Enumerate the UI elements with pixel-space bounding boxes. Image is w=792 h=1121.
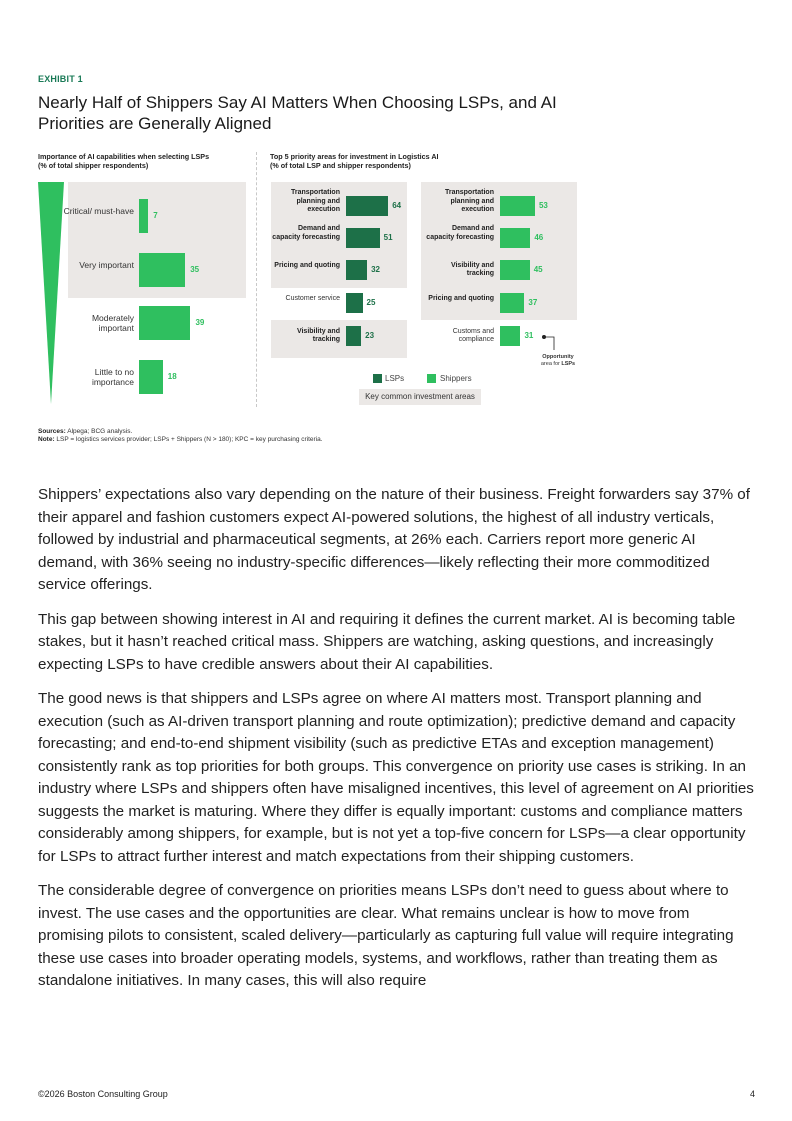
body-paragraph: Shippers’ expectations also vary depending on the nature of their business. Freight forwarders say 37% of their apparel and fashion customers expect AI-powered solutions, the highest of all industry verticals, followed by industrial and pharmaceutical segments, at 26% each. Carriers report more generic AI demand, with 36% seeing no industry-specific differences—likely reflecting their more commoditized service offerings. (38, 486, 750, 593)
callout-line (544, 337, 554, 350)
shipper-category-label-transportation-planning-and-execution: Transportation planning and execution (444, 189, 494, 213)
exhibit-notes (38, 428, 323, 444)
category-label-moderately-important: Moderately important (91, 313, 134, 333)
body-text (38, 484, 758, 1005)
shipper-category-label-visibility-and-tracking: Visibility and tracking (450, 261, 494, 277)
lsp-bar-customer-service (346, 293, 363, 313)
legend-lsps-swatch (373, 374, 382, 383)
body-paragraph: The good news is that shippers and LSPs agree on where AI matters most. Transport planning and execution (such as AI-driven transport planning and route optimization); predictive demand and capacity forecasting; and end-to-end shipment visibility (such as predictive ETAs and exception management) consistently rank as top priorities for both groups. This convergence on priority use cases is striking. In an industry where LSPs and shippers often have misaligned incentives, this level of agreement on AI priorities suggests the market is maturing. Where they differ is equally important: customs and compliance matters considerably among shippers, for example, but is not yet a top-five concern for LSPs—a clear opportunity for LSPs to attract further interest and match expectations from their shipping customers. (38, 690, 754, 865)
sources-line: Sources: Alpega; BCG analysis. (38, 428, 133, 435)
lsp-bar-transportation-planning-and-execution (346, 196, 388, 216)
lsp-category-label-pricing-and-quoting: Pricing and quoting (274, 261, 340, 269)
category-label-very-important: Very important (79, 260, 134, 270)
left-panel-subtitle: (% of total shipper respondents) (38, 161, 149, 170)
lsp-category-label-transportation-planning-and-execution: Transportation planning and execution (290, 189, 340, 213)
value-label-moderately-important: 39 (195, 318, 205, 327)
legend-lsps-label: LSPs (385, 374, 405, 383)
kpc-relevancy-label: KPC relevancy (30, 187, 39, 247)
value-label-critical-must-have: 7 (153, 211, 158, 220)
exhibit-title: Nearly Half of Shippers Say AI Matters When Choosing LSPs, and AI Priorities are Generally Aligned (38, 93, 557, 133)
lsp-value-label-transportation-planning-and-execution: 64 (392, 201, 402, 210)
lsp-bar-pricing-and-quoting (346, 260, 367, 280)
category-label-little-to-no-importance: Little to no importance (91, 367, 134, 387)
legend-shippers-label: Shippers (440, 374, 472, 383)
lsp-value-label-customer-service: 25 (366, 298, 376, 307)
bar-critical-must-have (139, 199, 148, 233)
shipper-category-label-customs-and-compliance: Customs and compliance (452, 327, 494, 343)
opportunity-note (528, 354, 588, 367)
right-panel-title-text: Top 5 priority areas for investment in Logistics AI (270, 152, 439, 161)
lsp-value-label-demand-and-capacity-forecasting: 51 (383, 233, 393, 242)
bar-very-important (139, 253, 185, 287)
bar-moderately-important (139, 306, 190, 340)
legend-shippers-swatch (427, 374, 436, 383)
opportunity-note-line2: area for LSPs (540, 360, 576, 367)
lsp-bar-demand-and-capacity-forecasting (346, 228, 380, 248)
shipper-value-label-demand-and-capacity-forecasting: 46 (534, 233, 544, 242)
shipper-value-label-transportation-planning-and-execution: 53 (538, 201, 548, 210)
lsp-category-label-visibility-and-tracking: Visibility and tracking (296, 327, 340, 343)
lsp-bar-visibility-and-tracking (346, 326, 361, 346)
footer-copyright: ©2026 Boston Consulting Group (38, 1089, 168, 1099)
vertical-divider (256, 152, 257, 407)
shipper-bar-customs-and-compliance (500, 326, 520, 346)
opportunity-note-line1: Opportunity (542, 354, 574, 360)
right-panel-subtitle: (% of total LSP and shipper respondents) (270, 161, 411, 170)
lsp-value-label-visibility-and-tracking: 23 (365, 331, 375, 340)
key-common-investment-areas: Key common investment areas (359, 389, 481, 405)
shipper-bar-pricing-and-quoting (500, 293, 524, 313)
left-panel-title-text: Importance of AI capabilities when selecting LSPs (38, 152, 210, 161)
bar-little-to-no-importance (139, 360, 163, 394)
category-label-critical-must-have: Critical/ must-have (63, 206, 134, 216)
exhibit-label: EXHIBIT 1 (38, 74, 83, 84)
lsp-value-label-pricing-and-quoting: 32 (371, 265, 381, 274)
shipper-value-label-visibility-and-tracking: 45 (533, 265, 543, 274)
shipper-category-label-pricing-and-quoting: Pricing and quoting (428, 294, 494, 302)
right-panel-title (270, 152, 530, 170)
page-number: 4 (749, 1089, 755, 1099)
shipper-category-label-demand-and-capacity-forecasting: Demand and capacity forecasting (426, 225, 494, 241)
shipper-bar-transportation-planning-and-execution (500, 196, 535, 216)
opportunity-callout (540, 330, 560, 354)
shipper-value-label-pricing-and-quoting: 37 (528, 298, 538, 307)
shipper-bar-visibility-and-tracking (500, 260, 530, 280)
note-line: Note: LSP = logistics services provider; LSPs + Shippers (N > 180); KPC = key purchasing criteria. (38, 436, 323, 443)
lsp-category-label-customer-service: Customer service (285, 294, 340, 302)
value-label-very-important: 35 (190, 265, 200, 274)
value-label-little-to-no-importance: 18 (167, 372, 177, 381)
body-paragraph: This gap between showing interest in AI and requiring it defines the current market. AI is becoming table stakes, but it hasn’t reached critical mass. Shippers are watching, asking questions, and increasingly expecting LSPs to have credible answers about their AI capabilities. (38, 610, 736, 673)
lsp-category-label-demand-and-capacity-forecasting: Demand and capacity forecasting (272, 225, 340, 241)
left-panel-title (38, 152, 253, 170)
shipper-value-label-customs-and-compliance: 31 (524, 331, 534, 340)
shipper-bar-demand-and-capacity-forecasting (500, 228, 530, 248)
body-paragraph: The considerable degree of convergence on priorities means LSPs don’t need to guess about where to invest. The use cases and the opportunities are clear. What remains unclear is how to move from promising pilots to consistent, scaled delivery—particularly as capturing full value will require integrating these use cases into broader operating models, systems, and workflows, rather than treating them as standalone initiatives. In many cases, this will also require (38, 882, 734, 989)
